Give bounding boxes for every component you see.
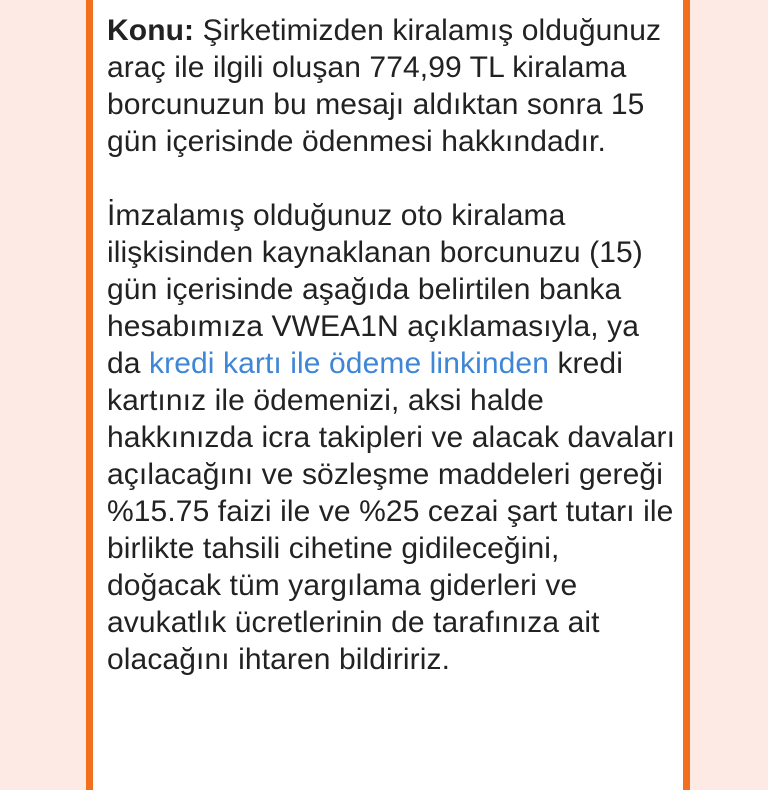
payment-link[interactable]: kredi kartı ile ödeme linkinden: [149, 347, 549, 380]
message-body: [107, 12, 677, 678]
subject-label: Konu:: [107, 14, 195, 47]
notice-text-after-link: kredi kartınız ile ödemenizi, aksi halde hakkınızda icra takipleri ve alacak davaları açılacağını ve sözleşme maddeleri gereği %15.75 faizi ile ve %25 cezai şart tutarı ile birlikte tahsili cihetine gidileceğini, doğacak tüm yargılama giderleri ve avukatlık ücretlerinin de tarafınıza ait olacağını ihtaren bildiririz.: [107, 347, 676, 676]
notice-text-before-link: İmzalamış olduğunuz oto kiralama ilişkisinden kaynaklanan borcunuzu (15) gün içerisinde aşağıda belirtilen banka hesabımıza VWEA1N açıklamasıyla, ya da: [107, 199, 643, 380]
notice-paragraph: [107, 197, 677, 678]
subject-paragraph: [107, 12, 677, 160]
subject-text: Şirketimizden kiralamış olduğunuz araç ile ilgili oluşan 774,99 TL kiralama borcunuzun bu mesajı aldıktan sonra 15 gün içerisinde ödenmesi hakkındadır.: [107, 14, 662, 158]
